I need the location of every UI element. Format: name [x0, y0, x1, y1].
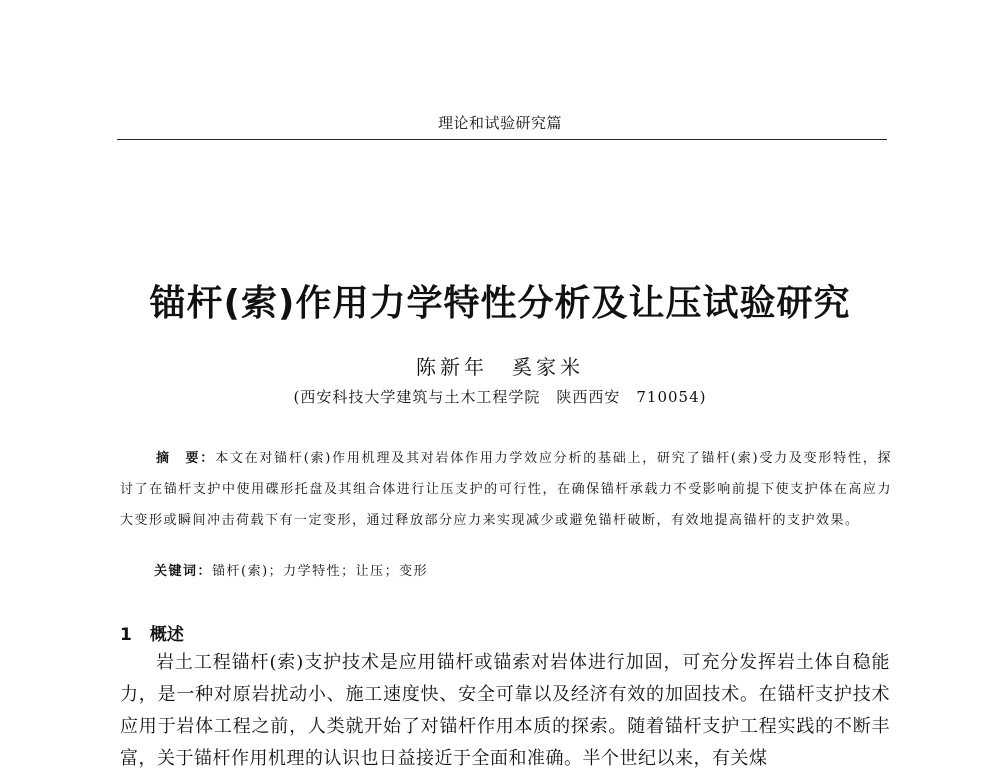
affiliation-line: (西安科技大学建筑与土木工程学院 陕西西安 710054): [293, 388, 707, 406]
section-heading: [120, 620, 184, 645]
abstract-block: [120, 443, 892, 536]
section-title: 概述: [149, 625, 184, 645]
section-number: 1: [120, 625, 132, 645]
abstract-text: 本文在对锚杆(索)作用机理及其对岩体作用力学效应分析的基础上，研究了锚杆(索)受力及变形特性，探讨了在锚杆支护中使用碟形托盘及其组合体进行让压支护的可行性，在确保锚杆承载力不受影响前提下使支护体在高应力大变形或瞬间冲击荷载下有一定变形，通过释放部分应力来实现减少或避免锚杆破断，有效地提高锚杆的支护效果。: [120, 451, 892, 528]
running-head: 理论和试验研究篇: [437, 114, 562, 132]
header-rule: [117, 139, 887, 140]
body-paragraph: 岩土工程锚杆(索)支护技术是应用锚杆或锚索对岩体进行加固，可充分发挥岩土体自稳能力，是一种对原岩扰动小、施工速度快、安全可靠以及经济有效的加固技术。在锚杆支护技术应用于岩体工程之前，人类就开始了对锚杆作用本质的探索。随着锚杆支护工程实践的不断丰富，关于锚杆作用机理的认识也日益接近于全面和准确。半个世纪以来，有关煤: [120, 652, 890, 769]
author-line: 陈新年 奚家米: [416, 355, 584, 379]
keywords-text: 锚杆(索)；力学特性；让压；变形: [212, 564, 429, 579]
keywords-label: 关键词：: [154, 564, 213, 579]
keywords-block: [154, 560, 884, 579]
abstract-label: 摘 要：: [156, 451, 216, 466]
paper-title: 锚杆(索)作用力学特性分析及让压试验研究: [149, 283, 851, 324]
